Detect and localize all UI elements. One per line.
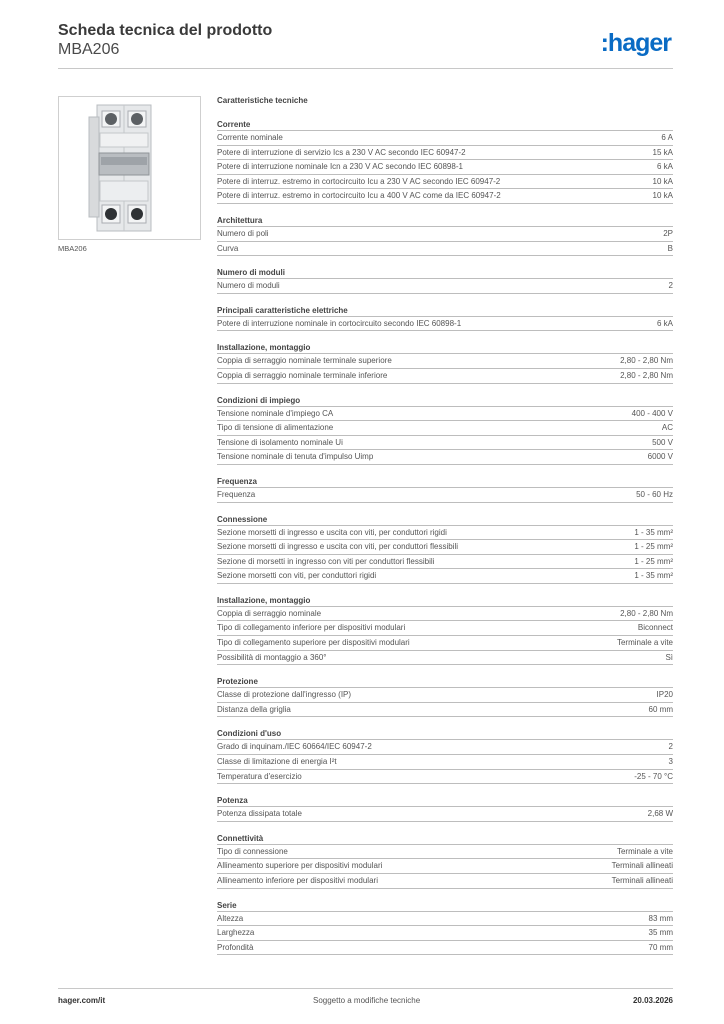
spec-row xyxy=(217,526,673,541)
page-header xyxy=(58,21,673,59)
spec-section xyxy=(217,341,673,383)
spec-row xyxy=(217,317,673,332)
spec-label: Frequenza xyxy=(217,489,256,499)
document-title: Scheda tecnica del prodotto xyxy=(58,22,273,39)
product-image xyxy=(58,96,201,240)
section-spacer xyxy=(217,294,673,304)
spec-section xyxy=(217,727,673,784)
section-spacer xyxy=(217,503,673,513)
spec-value: IP20 xyxy=(656,690,673,700)
spec-value: Terminali allineati xyxy=(611,876,673,885)
spec-value: B xyxy=(667,243,673,253)
spec-value: 6 kA xyxy=(656,162,673,172)
spec-row xyxy=(217,703,673,718)
spec-value: Terminali allineati xyxy=(611,861,673,871)
spec-label: Coppia di serraggio nominale terminale inferiore xyxy=(217,370,388,380)
spec-section-heading: Frequenza xyxy=(217,475,673,488)
spec-row xyxy=(217,845,673,860)
spec-value: 2P xyxy=(663,228,673,238)
footer-website-link[interactable]: hager.com/it xyxy=(58,996,106,1005)
spec-row xyxy=(217,569,673,584)
spec-label: Tipo di collegamento superiore per dispositivi modulari xyxy=(217,638,410,648)
spec-row xyxy=(217,555,673,570)
spec-row xyxy=(217,436,673,451)
spec-value: 15 kA xyxy=(652,147,673,157)
product-image-caption: MBA206 xyxy=(58,244,87,253)
spec-label: Altezza xyxy=(217,913,244,923)
footer-divider xyxy=(58,988,673,989)
spec-label: Tipo di tensione di alimentazione xyxy=(217,423,334,433)
spec-value: 1 - 25 mm² xyxy=(634,556,673,566)
spec-value: 10 kA xyxy=(652,191,673,201)
spec-label: Grado di inquinam./IEC 60664/IEC 60947-2 xyxy=(217,742,372,752)
footer-date: 20.03.2026 xyxy=(632,996,673,1005)
spec-value: 35 mm xyxy=(648,928,673,938)
spec-label: Distanza della griglia xyxy=(217,704,291,714)
spec-row xyxy=(217,807,673,822)
spec-value: 1 - 35 mm² xyxy=(634,527,673,537)
spec-row xyxy=(217,755,673,770)
spec-row xyxy=(217,651,673,666)
spec-label: Possibilità di montaggio a 360° xyxy=(217,652,327,662)
spec-row xyxy=(217,926,673,941)
section-spacer xyxy=(217,204,673,214)
spec-section-heading: Installazione, montaggio xyxy=(217,341,673,354)
spec-value: -25 - 70 °C xyxy=(634,771,673,781)
spec-row xyxy=(217,770,673,785)
section-spacer xyxy=(217,822,673,832)
section-spacer xyxy=(217,717,673,727)
spec-row xyxy=(217,941,673,956)
spec-section xyxy=(217,394,673,465)
spec-row xyxy=(217,189,673,204)
spec-row xyxy=(217,859,673,874)
technical-specifications xyxy=(217,96,673,955)
spec-row xyxy=(217,740,673,755)
spec-row xyxy=(217,131,673,146)
spec-label: Curva xyxy=(217,243,239,253)
spec-label: Numero di moduli xyxy=(217,281,280,291)
hager-logo: :hager xyxy=(600,29,671,57)
spec-label: Sezione morsetti di ingresso e uscita con viti, per conduttori rigidi xyxy=(217,527,447,537)
spec-value: 1 - 35 mm² xyxy=(634,571,673,581)
spec-row xyxy=(217,688,673,703)
spec-row xyxy=(217,369,673,384)
spec-row xyxy=(217,912,673,927)
section-spacer xyxy=(217,665,673,675)
section-spacer xyxy=(217,331,673,341)
spec-label: Sezione morsetti con viti, per conduttori rigidi xyxy=(217,571,377,581)
section-spacer xyxy=(217,889,673,899)
spec-row xyxy=(217,407,673,422)
spec-value: 70 mm xyxy=(648,942,673,952)
spec-section xyxy=(217,266,673,294)
spec-label: Classe di protezione dall'ingresso (IP) xyxy=(217,690,352,700)
spec-section-heading: Connessione xyxy=(217,513,673,526)
spec-value: 500 V xyxy=(652,437,673,447)
spec-section xyxy=(217,118,673,204)
spec-label: Profondità xyxy=(217,942,254,952)
spec-value: 6 kA xyxy=(656,318,673,328)
header-divider xyxy=(58,68,673,69)
spec-label: Temperatura d'esercizio xyxy=(217,771,302,781)
spec-row xyxy=(217,242,673,257)
spec-row xyxy=(217,160,673,175)
spec-row xyxy=(217,621,673,636)
spec-label: Allineamento superiore per dispositivi modulari xyxy=(217,861,383,871)
document-subtitle: MBA206 xyxy=(58,41,120,58)
spec-row xyxy=(217,146,673,161)
spec-label: Tipo di collegamento inferiore per dispositivi modulari xyxy=(217,623,406,633)
spec-row xyxy=(217,279,673,294)
spec-label: Numero di poli xyxy=(217,228,269,238)
spec-row xyxy=(217,421,673,436)
spec-row xyxy=(217,540,673,555)
spec-label: Potere di interruzione nominale in cortocircuito secondo IEC 60898-1 xyxy=(217,318,462,328)
spec-row xyxy=(217,450,673,465)
spec-label: Tensione nominale d'impiego CA xyxy=(217,408,334,418)
spec-section-heading: Condizioni di impiego xyxy=(217,394,673,407)
spec-value: 2,68 W xyxy=(647,809,673,819)
spec-label: Potere di interruz. estremo in cortocircuito Icu a 400 V AC come da IEC 60947-2 xyxy=(217,191,501,201)
spec-section-heading: Protezione xyxy=(217,675,673,688)
spec-label: Potere di interruzione nominale Icn a 230 V AC secondo IEC 60898-1 xyxy=(217,162,463,172)
section-spacer xyxy=(217,256,673,266)
specs-title: Caratteristiche tecniche xyxy=(217,96,308,105)
spec-label: Coppia di serraggio nominale xyxy=(217,608,322,618)
section-spacer xyxy=(217,384,673,394)
spec-section xyxy=(217,304,673,332)
spec-value: 83 mm xyxy=(648,913,673,923)
section-spacer xyxy=(217,784,673,794)
spec-label: Tensione nominale di tenuta d'impulso Uimp xyxy=(217,452,374,462)
spec-section xyxy=(217,899,673,956)
spec-value: Terminale a vite xyxy=(616,846,673,856)
spec-value: 6 A xyxy=(661,133,673,142)
spec-value: 60 mm xyxy=(648,704,673,714)
spec-value: AC xyxy=(661,423,673,433)
spec-label: Potenza dissipata totale xyxy=(217,809,302,819)
spec-sections xyxy=(217,118,673,955)
spec-value: 2,80 - 2,80 Nm xyxy=(620,370,673,380)
spec-label: Tipo di connessione xyxy=(217,846,288,856)
spec-section-heading: Architettura xyxy=(217,214,673,227)
spec-row xyxy=(217,354,673,369)
spec-value: Terminale a vite xyxy=(616,638,673,648)
spec-label: Potere di interruzione di servizio Ics a 230 V AC secondo IEC 60947-2 xyxy=(217,147,466,157)
spec-section-heading: Corrente xyxy=(217,118,673,131)
spec-section xyxy=(217,475,673,503)
spec-value: 10 kA xyxy=(652,176,673,186)
section-spacer xyxy=(217,465,673,475)
spec-section xyxy=(217,794,673,822)
spec-section-heading: Numero di moduli xyxy=(217,266,673,279)
spec-row xyxy=(217,636,673,651)
section-spacer xyxy=(217,584,673,594)
spec-value: 1 - 25 mm² xyxy=(634,542,673,552)
spec-label: Tensione di isolamento nominale Ui xyxy=(217,437,343,447)
spec-row xyxy=(217,175,673,190)
spec-value: 6000 V xyxy=(647,452,673,462)
spec-label: Allineamento inferiore per dispositivi modulari xyxy=(217,876,378,885)
spec-section-heading: Principali caratteristiche elettriche xyxy=(217,304,673,317)
spec-value: 2,80 - 2,80 Nm xyxy=(620,356,673,366)
spec-section-heading: Installazione, montaggio xyxy=(217,594,673,607)
spec-value: 2 xyxy=(668,281,673,291)
spec-section-heading: Condizioni d'uso xyxy=(217,727,673,740)
footer-disclaimer: Soggetto a modifiche tecniche xyxy=(313,996,421,1005)
spec-row xyxy=(217,488,673,503)
spec-label: Potere di interruz. estremo in cortocircuito Icu a 230 V AC secondo IEC 60947-2 xyxy=(217,176,501,186)
spec-row xyxy=(217,874,673,889)
spec-section-heading: Potenza xyxy=(217,794,673,807)
spec-row xyxy=(217,607,673,622)
spec-section xyxy=(217,832,673,889)
spec-value: 400 - 400 V xyxy=(631,408,673,418)
spec-label: Sezione di morsetti in ingresso con viti per conduttori flessibili xyxy=(217,556,435,566)
spec-section xyxy=(217,594,673,665)
spec-label: Larghezza xyxy=(217,928,255,938)
spec-value: Biconnect xyxy=(637,623,673,633)
spec-value: 2,80 - 2,80 Nm xyxy=(620,608,673,618)
circuit-breaker-illustration xyxy=(59,97,200,239)
spec-section xyxy=(217,675,673,717)
spec-value: 50 - 60 Hz xyxy=(636,489,673,499)
spec-section-heading: Connettività xyxy=(217,832,673,845)
spec-value: Sì xyxy=(665,652,673,662)
spec-label: Classe di limitazione di energia I²t xyxy=(217,757,337,767)
spec-label: Coppia di serraggio nominale terminale superiore xyxy=(217,356,392,366)
spec-value: 3 xyxy=(668,757,673,767)
spec-section-heading: Serie xyxy=(217,899,673,912)
spec-section xyxy=(217,513,673,584)
spec-value: 2 xyxy=(668,742,673,752)
spec-label: Sezione morsetti di ingresso e uscita con viti, per conduttori flessibili xyxy=(217,542,458,552)
spec-label: Corrente nominale xyxy=(217,133,283,142)
spec-row xyxy=(217,227,673,242)
spec-section xyxy=(217,214,673,256)
